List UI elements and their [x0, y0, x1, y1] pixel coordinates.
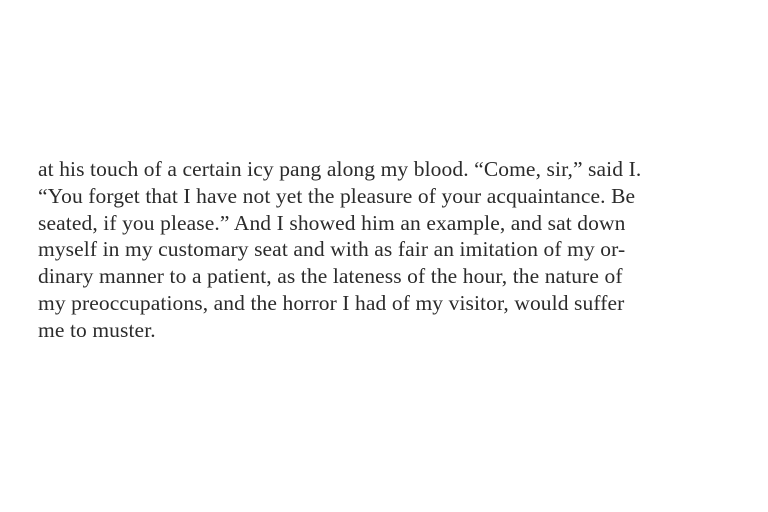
- paragraph: [38, 156, 738, 344]
- text-line: myself in my customary seat and with as fair an imitation of my or-: [38, 237, 626, 262]
- text-line: seated, if you please.” And I showed him an example, and sat down: [38, 210, 626, 235]
- text-line: my preoccupations, and the horror I had of my visitor, would suffer: [38, 290, 625, 315]
- text-line: at his touch of a certain icy pang along my blood. “Come, sir,” said I.: [38, 157, 642, 181]
- text-line: “You forget that I have not yet the pleasure of your acquaintance. Be: [38, 183, 636, 208]
- text-line: dinary manner to a patient, as the lateness of the hour, the nature of: [38, 264, 623, 289]
- text-line: me to muster.: [38, 317, 156, 342]
